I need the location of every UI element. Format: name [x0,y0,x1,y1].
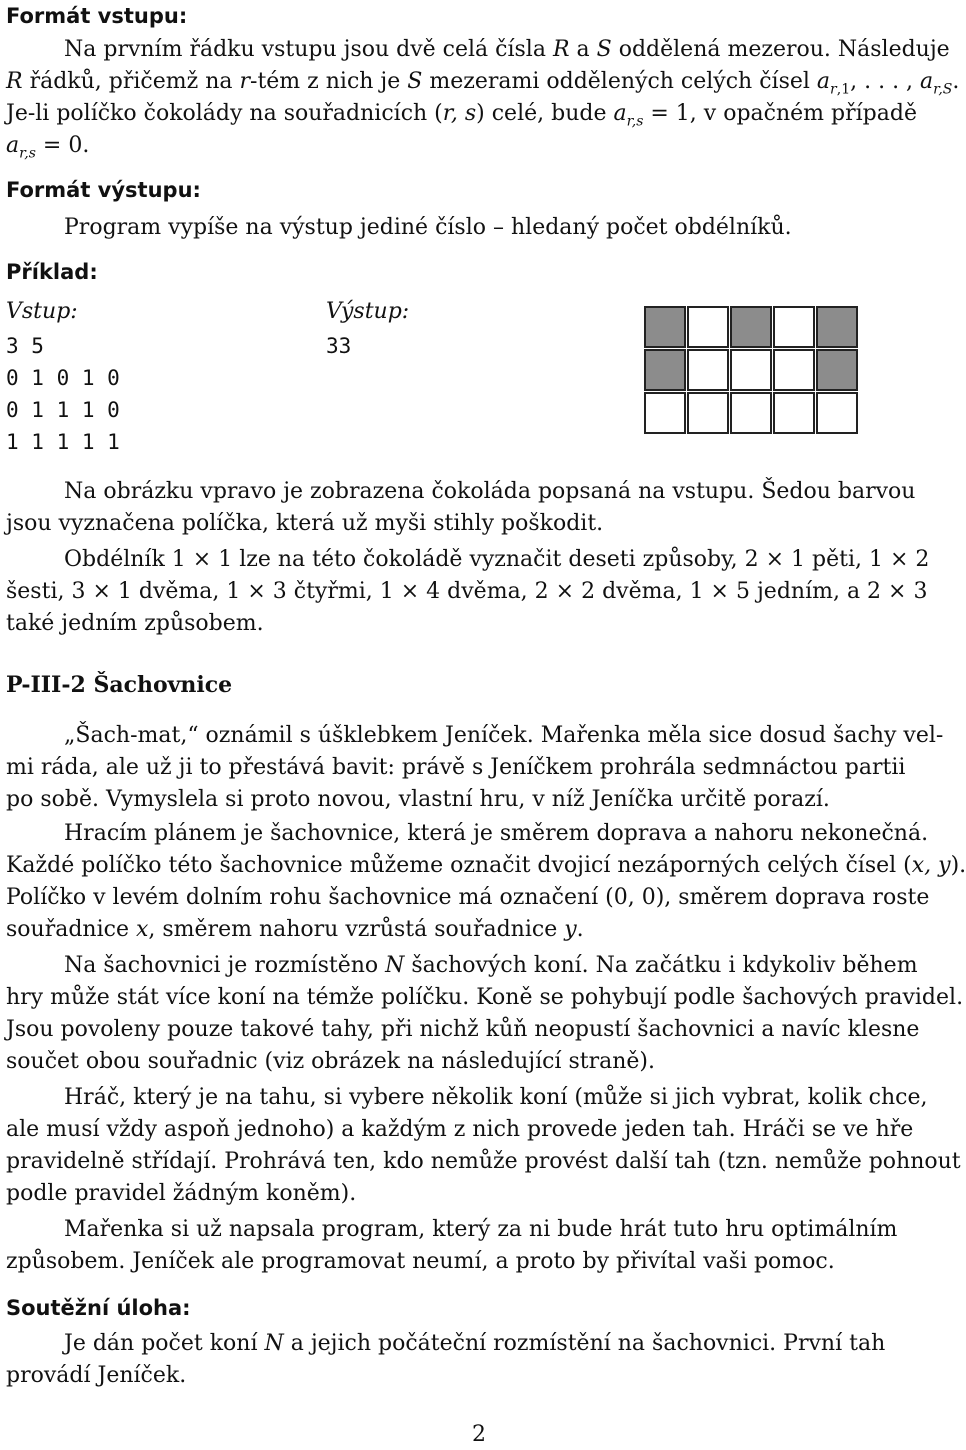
grid-cell [773,306,815,348]
example-input-line: 1 1 1 1 1 [6,430,120,454]
example-input-label: Vstup: [6,299,78,324]
problem-line: součet obou souřadnic (viz obrázek na následující straně). [6,1049,655,1074]
explanation-line: jsou vyznačena políčka, která už myši stihly poškodit. [6,511,604,536]
grid-cell [816,392,858,434]
example-output-label: Výstup: [326,299,410,324]
example-input-line: 0 1 0 1 0 [6,366,120,390]
grid-cell [730,392,772,434]
input-format-heading: Formát vstupu: [6,4,188,28]
problem-line: mi ráda, ale už ji to přestává bavit: právě s Jeníčkem prohrála sedmnáctou partii [6,755,906,780]
example-input-line: 3 5 [6,334,44,358]
output-format-heading: Formát výstupu: [6,178,201,202]
grid-cell [773,392,815,434]
grid-cell [644,349,686,391]
problem-line: „Šach-mat,“ oznámil s úšklebkem Jeníček. Mařenka měla sice dosud šachy vel- [64,723,944,748]
problem-line: podle pravidel žádným koněm). [6,1181,357,1206]
explanation-line: také jedním způsobem. [6,611,264,636]
problem-line: Mařenka si už napsala program, který za ni bude hrát tuto hru optimálním [64,1217,898,1242]
problem-line: souřadnice x, směrem nahoru vzrůstá souřadnice y. [6,917,584,942]
example-input-line: 0 1 1 1 0 [6,398,120,422]
grid-cell [687,306,729,348]
problem-line: Na šachovnici je rozmístěno N šachových koní. Na začátku i kdykoliv během [64,953,918,978]
grid-cell [687,392,729,434]
problem-title: P-III-2 Šachovnice [6,672,233,698]
grid-cell [816,349,858,391]
problem-line: pravidelně střídají. Prohrává ten, kdo nemůže provést další tah (tzn. nemůže pohnout [6,1149,961,1174]
explanation-line: Obdélník 1 × 1 lze na této čokoládě vyznačit deseti způsoby, 2 × 1 pěti, 1 × 2 [64,547,930,572]
grid-cell [730,306,772,348]
grid-cell [730,349,772,391]
problem-line: hry může stát více koní na témže políčku. Koně se pohybují podle šachových pravidel. [6,985,964,1010]
task-line: Je dán počet koní N a jejich počáteční rozmístění na šachovnici. První tah [64,1331,886,1356]
grid-cell [644,392,686,434]
problem-line: Každé políčko této šachovnice můžeme označit dvojicí nezáporných celých čísel (x, y). [6,853,966,878]
grid-cell [773,349,815,391]
input-format-line-4: $a_{r,s} = 0$. [6,133,90,162]
task-heading: Soutěžní úloha: [6,1296,191,1320]
output-format-line: Program vypíše na výstup jediné číslo – hledaný počet obdélníků. [64,215,792,240]
grid-cell [644,306,686,348]
problem-line: ale musí vždy aspoň jednoho) a každým z nich provede jeden tah. Hráči se ve hře [6,1117,914,1142]
example-output-line: 33 [326,334,352,358]
explanation-line: Na obrázku vpravo je zobrazena čokoláda popsaná na vstupu. Šedou barvou [64,479,916,504]
input-format-line-2: R řádků, přičemž na r-tém z nich je S mezerami oddělených celých čísel $a_{r,1}$, . . . , $a_{r,S}$. [6,69,960,98]
grid-cell [687,349,729,391]
problem-line: Hráč, který je na tahu, si vybere několik koní (může si jich vybrat, kolik chce, [64,1085,928,1110]
problem-line: Hracím plánem je šachovnice, která je směrem doprava a nahoru nekonečná. [64,821,929,846]
problem-line: způsobem. Jeníček ale programovat neumí, a proto by přivítal vaši pomoc. [6,1249,835,1274]
problem-line: Políčko v levém dolním rohu šachovnice má označení (0, 0), směrem doprava roste [6,885,930,910]
problem-line: Jsou povoleny pouze takové tahy, při nichž kůň neopustí šachovnici a navíc klesne [6,1017,920,1042]
page-number: 2 [472,1422,486,1447]
explanation-line: šesti, 3 × 1 dvěma, 1 × 3 čtyřmi, 1 × 4 dvěma, 2 × 2 dvěma, 1 × 5 jedním, a 2 × 3 [6,579,928,604]
input-format-line-3: Je-li políčko čokolády na souřadnicích (r, s) celé, bude $a_{r,s} = 1$, v opačném případě [6,101,917,130]
grid-cell [816,306,858,348]
example-heading: Příklad: [6,260,98,284]
problem-line: po sobě. Vymyslela si proto novou, vlastní hru, v níž Jeníčka určitě porazí. [6,787,830,812]
task-line: provádí Jeníček. [6,1363,187,1388]
input-format-line-1: Na prvním řádku vstupu jsou dvě celá čísla R a S oddělená mezerou. Následuje [64,37,950,62]
